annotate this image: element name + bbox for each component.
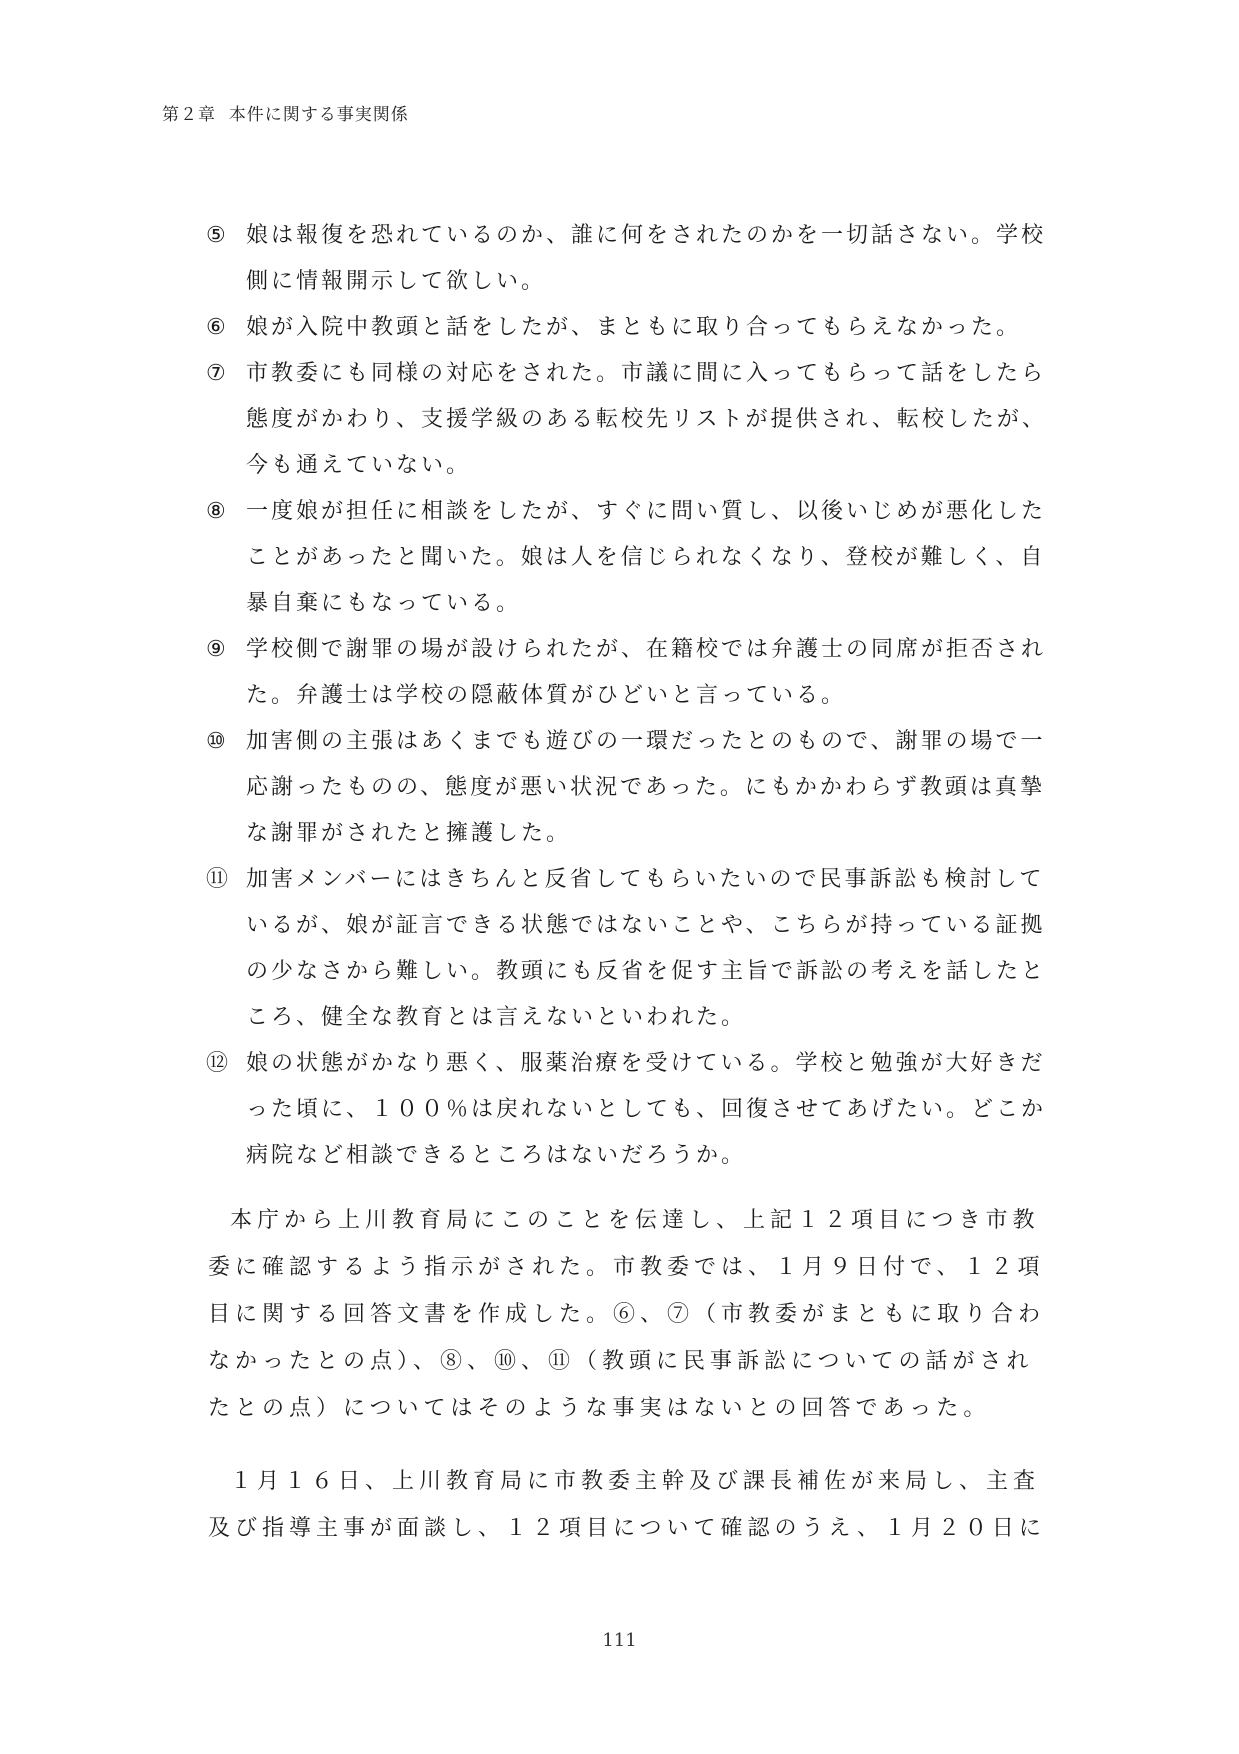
list-item — [206, 213, 1068, 305]
item-number: ⑪ — [206, 867, 232, 892]
chapter-number: 第２章 — [162, 105, 216, 125]
item-number: ⑧ — [206, 499, 229, 524]
chapter-header — [162, 100, 409, 125]
item-text: 娘の状態がかなり悪く、服薬治療を受けている。学校と勉強が大好きだった頃に、１００％は戻れないとしても、回復させてあげたい。どこか病院など相談できるところはないだろうか。 — [246, 1051, 1047, 1168]
list-item — [206, 489, 1068, 627]
item-text: 加害メンバーにはきちんと反省してもらいたいので民事訴訟も検討しているが、娘が証言できる状態ではないことや、こちらが持っている証拠の少なさから難しい。教頭にも反省を促す主旨で訴訟の考えを話したところ、健全な教育とは言えないといわれた。 — [246, 867, 1047, 1030]
item-number: ⑫ — [206, 1051, 232, 1076]
list-item — [206, 719, 1068, 857]
body-paragraph: １月１６日、上川教育局に市教委主幹及び課長補佐が来局し、主査及び指導主事が面談し、１２項目について確認のうえ、１月２０日に — [208, 1469, 1046, 1541]
item-text: 市教委にも同様の対応をされた。市議に間に入ってもらって話をしたら態度がかわり、支援学級のある転校先リストが提供され、転校したが、今も通えていない。 — [246, 361, 1047, 478]
item-number: ⑥ — [206, 315, 229, 340]
item-text: 学校側で謝罪の場が設けられたが、在籍校では弁護士の同席が拒否された。弁護士は学校の隠蔽体質がひどいと言っている。 — [246, 637, 1047, 708]
list-item — [206, 627, 1068, 719]
list-item — [206, 1041, 1068, 1179]
item-text: 娘は報復を恐れているのか、誰に何をされたのかを一切話さない。学校側に情報開示して欲しい。 — [246, 223, 1047, 294]
list-item — [206, 305, 1068, 351]
item-number: ⑦ — [206, 361, 229, 386]
item-number: ⑨ — [206, 637, 229, 662]
document-body — [206, 213, 1068, 1552]
page-number: 111 — [602, 1630, 637, 1651]
list-item — [206, 857, 1068, 1041]
item-number: ⑤ — [206, 223, 229, 248]
item-number: ⑩ — [206, 729, 229, 754]
body-paragraph: 本庁から上川教育局にこのことを伝達し、上記１２項目につき市教委に確認するよう指示がされた。市教委では、１月９日付で、１２項目に関する回答文書を作成した。⑥、⑦（市教委がまともに取り合わなかったとの点）、⑧、⑩、⑪（教頭に民事訴訟についての話がされたとの点）についてはそのような事実はないとの回答であった。 — [208, 1208, 1046, 1421]
item-text: 加害側の主張はあくまでも遊びの一環だったとのもので、謝罪の場で一応謝ったものの、態度が悪い状況であった。にもかかわらず教頭は真摯な謝罪がされたと擁護した。 — [246, 729, 1046, 846]
item-text: 一度娘が担任に相談をしたが、すぐに問い質し、以後いじめが悪化したことがあったと聞いた。娘は人を信じられなくなり、登校が難しく、自暴自棄にもなっている。 — [246, 499, 1047, 616]
list-item — [206, 351, 1068, 489]
chapter-title: 本件に関する事実関係 — [228, 105, 409, 125]
item-text: 娘が入院中教頭と話をしたが、まともに取り合ってもらえなかった。 — [246, 315, 1022, 340]
